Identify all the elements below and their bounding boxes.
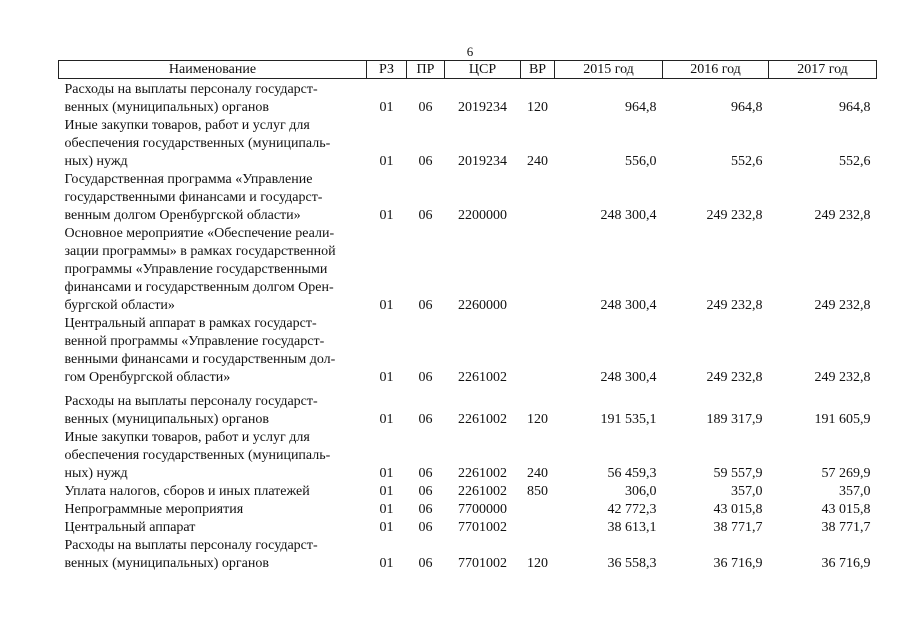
row-vr (521, 171, 555, 225)
table-row (59, 79, 877, 118)
row-name (59, 519, 367, 537)
row-vr: 850 (527, 484, 548, 499)
row-name-line: программы «Управление государственными (64, 262, 328, 277)
row-vr: 240 (527, 466, 548, 481)
row-name-line: венными финансами и государственным дол- (64, 352, 336, 367)
row-2015-value: 248 300,4 (600, 298, 657, 313)
row-vr (521, 225, 555, 315)
row-name-line: Иные закупки товаров, работ и услуг для (64, 430, 310, 445)
row-pr: 06 (418, 154, 433, 169)
row-2017-value: 249 232,8 (814, 370, 871, 385)
row-name-line: Расходы на выплаты персоналу государст- (64, 538, 318, 553)
table-header (59, 61, 877, 79)
row-name (59, 387, 367, 429)
row-name-line: бургской области» (64, 298, 175, 313)
row-2016-value: 249 232,8 (706, 298, 763, 313)
table-body (59, 79, 877, 574)
row-2017-value: 249 232,8 (814, 208, 871, 223)
header-csr: ЦСР (445, 61, 521, 79)
row-rz: 01 (379, 466, 394, 481)
row-csr: 2260000 (458, 298, 507, 313)
header-2017: 2017 год (769, 61, 877, 79)
header-name: Наименование (59, 61, 367, 79)
row-pr: 06 (418, 208, 433, 223)
row-rz: 01 (379, 502, 394, 517)
row-rz: 01 (379, 484, 394, 499)
row-name-line: ных) нужд (64, 466, 128, 481)
row-2016-value: 43 015,8 (713, 502, 763, 517)
row-name-line: Центральный аппарат в рамках государст- (64, 316, 317, 331)
row-2016-value: 552,6 (731, 154, 763, 169)
row-name-line: венных (муниципальных) органов (64, 412, 269, 427)
row-2017-value: 43 015,8 (821, 502, 871, 517)
row-2017-value: 191 605,9 (814, 412, 871, 427)
table-row (59, 225, 877, 315)
row-vr (521, 315, 555, 387)
row-name (59, 79, 367, 118)
header-rz: РЗ (367, 61, 407, 79)
row-pr: 06 (418, 412, 433, 427)
row-2016-value: 357,0 (731, 484, 763, 499)
row-rz: 01 (379, 154, 394, 169)
row-name-line: зации программы» в рамках государственной (64, 244, 336, 259)
row-name-line: финансами и государственным долгом Орен- (64, 280, 334, 295)
row-vr: 120 (527, 412, 548, 427)
table-row (59, 519, 877, 537)
row-name-line: Уплата налогов, сборов и иных платежей (64, 484, 310, 499)
row-name (59, 429, 367, 483)
row-csr: 2200000 (458, 208, 507, 223)
row-2016-value: 36 716,9 (713, 556, 763, 571)
row-2017-value: 57 269,9 (821, 466, 871, 481)
row-name (59, 117, 367, 171)
row-2016-value: 964,8 (731, 100, 763, 115)
row-vr: 120 (527, 556, 548, 571)
row-2016-value: 249 232,8 (706, 370, 763, 385)
row-rz: 01 (379, 556, 394, 571)
row-rz: 01 (379, 100, 394, 115)
row-name (59, 537, 367, 573)
header-2015: 2015 год (555, 61, 663, 79)
row-csr: 2261002 (458, 466, 507, 481)
row-csr: 2019234 (458, 100, 507, 115)
row-2015-value: 36 558,3 (607, 556, 657, 571)
row-name-line: венным долгом Оренбургской области» (64, 208, 301, 223)
row-2017-value: 249 232,8 (814, 298, 871, 313)
table-row (59, 387, 877, 429)
row-2017-value: 357,0 (839, 484, 871, 499)
row-2016-value: 38 771,7 (713, 520, 763, 535)
row-pr: 06 (418, 298, 433, 313)
row-vr: 240 (527, 154, 548, 169)
budget-table (58, 60, 877, 573)
row-csr: 2019234 (458, 154, 507, 169)
row-rz: 01 (379, 370, 394, 385)
table-row (59, 537, 877, 573)
header-pr: ПР (407, 61, 445, 79)
table-row (59, 171, 877, 225)
row-name-line: Государственная программа «Управление (64, 172, 313, 187)
page-number: 6 (466, 44, 474, 59)
row-csr: 2261002 (458, 370, 507, 385)
table-row (59, 315, 877, 387)
row-2015-value: 38 613,1 (607, 520, 657, 535)
row-name (59, 315, 367, 387)
row-name-line: Расходы на выплаты персоналу государст- (64, 82, 318, 97)
row-name (59, 225, 367, 315)
row-csr: 2261002 (458, 484, 507, 499)
row-name-line: Основное мероприятие «Обеспечение реали- (64, 226, 335, 241)
row-pr: 06 (418, 484, 433, 499)
row-name-line: Иные закупки товаров, работ и услуг для (64, 118, 310, 133)
row-vr (521, 519, 555, 537)
row-pr: 06 (418, 100, 433, 115)
row-2016-value: 59 557,9 (713, 466, 763, 481)
table-row (59, 429, 877, 483)
row-name-line: Непрограммные мероприятия (64, 502, 244, 517)
row-2015-value: 42 772,3 (607, 502, 657, 517)
row-name-line: государственными финансами и государст- (64, 190, 323, 205)
row-name-line: обеспечения государственных (муниципаль- (64, 448, 331, 463)
row-name-line: венной программы «Управление государст- (64, 334, 325, 349)
row-rz: 01 (379, 298, 394, 313)
table-row (59, 483, 877, 501)
row-vr (521, 501, 555, 519)
row-csr: 2261002 (458, 412, 507, 427)
row-2016-value: 249 232,8 (706, 208, 763, 223)
row-rz: 01 (379, 412, 394, 427)
row-2015-value: 964,8 (625, 100, 657, 115)
header-2016: 2016 год (663, 61, 769, 79)
row-pr: 06 (418, 370, 433, 385)
row-2015-value: 248 300,4 (600, 370, 657, 385)
header-row (59, 61, 877, 79)
row-2015-value: 248 300,4 (600, 208, 657, 223)
row-2017-value: 36 716,9 (821, 556, 871, 571)
row-pr: 06 (418, 466, 433, 481)
row-pr: 06 (418, 502, 433, 517)
row-2017-value: 964,8 (839, 100, 871, 115)
table-row (59, 117, 877, 171)
row-2015-value: 556,0 (625, 154, 657, 169)
row-name-line: гом Оренбургской области» (64, 370, 231, 385)
row-name-line: Центральный аппарат (64, 520, 196, 535)
row-csr: 7700000 (458, 502, 507, 517)
row-name-line: венных (муниципальных) органов (64, 556, 269, 571)
row-name-line: Расходы на выплаты персоналу государст- (64, 394, 318, 409)
row-vr: 120 (527, 100, 548, 115)
row-2015-value: 306,0 (625, 484, 657, 499)
row-rz: 01 (379, 520, 394, 535)
row-name (59, 501, 367, 519)
row-name (59, 171, 367, 225)
row-pr: 06 (418, 520, 433, 535)
header-vr: ВР (521, 61, 555, 79)
table-row (59, 501, 877, 519)
row-name-line: венных (муниципальных) органов (64, 100, 269, 115)
row-2015-value: 191 535,1 (600, 412, 657, 427)
row-2017-value: 38 771,7 (821, 520, 871, 535)
row-csr: 7701002 (458, 520, 507, 535)
row-name (59, 483, 367, 501)
row-name-line: обеспечения государственных (муниципаль- (64, 136, 331, 151)
row-pr: 06 (418, 556, 433, 571)
row-2017-value: 552,6 (839, 154, 871, 169)
row-2015-value: 56 459,3 (607, 466, 657, 481)
row-2016-value: 189 317,9 (706, 412, 763, 427)
row-rz: 01 (379, 208, 394, 223)
row-name-line: ных) нужд (64, 154, 128, 169)
row-csr: 7701002 (458, 556, 507, 571)
